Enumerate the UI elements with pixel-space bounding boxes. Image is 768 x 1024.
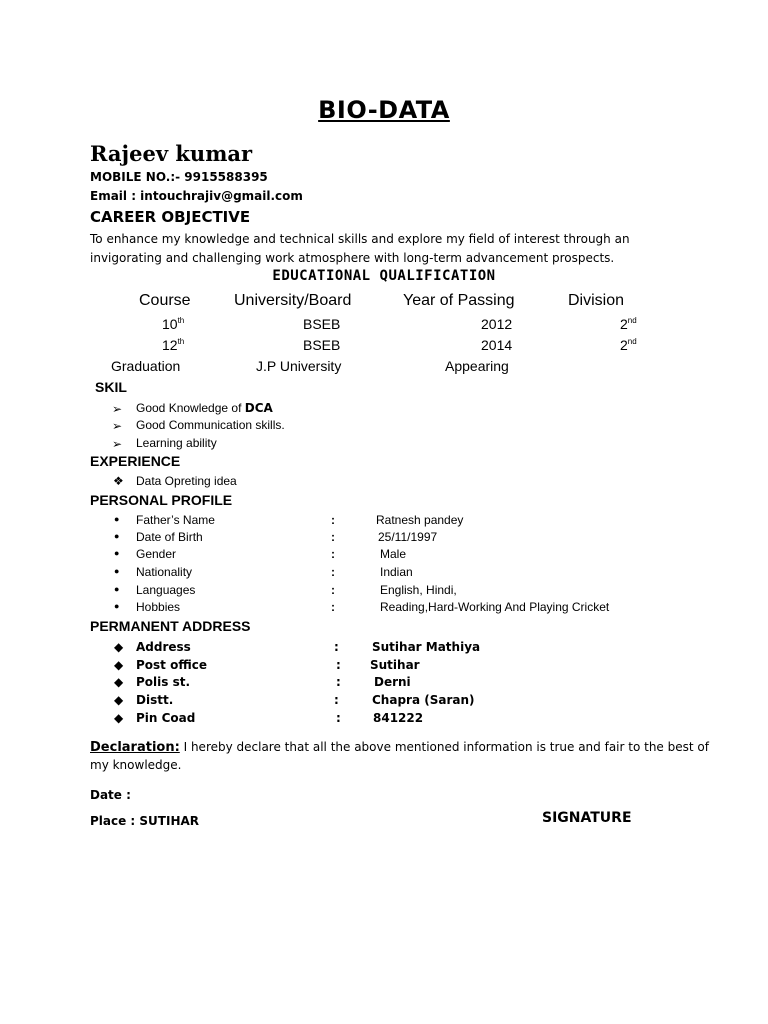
profile-value: 25/11/1997 <box>378 530 438 544</box>
edu-header-board: University/Board <box>234 292 352 309</box>
edu-row-course: 10th <box>162 316 185 332</box>
profile-label: Father’s Name <box>136 513 215 527</box>
email-address: Email : intouchrajiv@gmail.com <box>90 189 303 203</box>
dot-bullet-icon: ● <box>114 514 120 524</box>
profile-label: Gender <box>136 547 177 561</box>
address-separator: : <box>336 658 341 672</box>
address-label: Post office <box>136 658 207 672</box>
diamond-bullet-icon: ◆ <box>114 640 124 654</box>
diamond-bullet-icon: ◆ <box>114 711 124 725</box>
profile-label: Date of Birth <box>136 530 203 544</box>
arrow-bullet-icon: ➢ <box>112 437 123 451</box>
edu-row-course: 12th <box>162 337 185 353</box>
edu-row-division: 2nd <box>620 316 637 332</box>
profile-value: Reading,Hard-Working And Playing Cricket <box>380 600 610 614</box>
address-value: Sutihar <box>370 658 420 672</box>
diamond-bullet-icon: ❖ <box>113 474 124 488</box>
address-separator: : <box>334 640 339 654</box>
address-value: Sutihar Mathiya <box>372 640 481 654</box>
diamond-bullet-icon: ◆ <box>114 675 124 689</box>
experience-heading: EXPERIENCE <box>90 453 181 469</box>
profile-separator: : <box>331 565 335 579</box>
address-value: Chapra (Saran) <box>372 693 475 707</box>
profile-separator: : <box>331 547 335 561</box>
address-value: 841222 <box>373 711 424 725</box>
profile-value: Ratnesh pandey <box>376 513 464 527</box>
applicant-name: Rajeev kumar <box>90 141 253 166</box>
edu-header-year: Year of Passing <box>403 292 515 309</box>
profile-value: Male <box>380 547 407 561</box>
address-label: Polis st. <box>136 675 191 689</box>
address-label: Pin Coad <box>136 711 196 725</box>
profile-label: Languages <box>136 583 196 597</box>
skill-item: Good Knowledge of DCA <box>136 401 273 415</box>
place-label: Place : SUTIHAR <box>90 814 200 828</box>
profile-separator: : <box>331 530 335 544</box>
arrow-bullet-icon: ➢ <box>112 402 123 416</box>
document-title: BIO-DATA <box>318 96 450 124</box>
skill-item: Good Communication skills. <box>136 418 285 432</box>
dot-bullet-icon: ● <box>114 584 120 594</box>
edu-row-board: J.P University <box>256 358 342 374</box>
signature-label: SIGNATURE <box>542 810 632 826</box>
date-label: Date : <box>90 788 131 802</box>
permanent-address-heading: PERMANENT ADDRESS <box>90 618 251 634</box>
skill-item: Learning ability <box>136 436 217 450</box>
address-label: Address <box>136 640 191 654</box>
profile-label: Nationality <box>136 565 193 579</box>
address-separator: : <box>336 675 341 689</box>
declaration-line-2: my knowledge. <box>90 758 182 772</box>
experience-item: Data Opreting idea <box>136 474 237 488</box>
dot-bullet-icon: ● <box>114 548 120 558</box>
diamond-bullet-icon: ◆ <box>114 658 124 672</box>
edu-row-course: Graduation <box>111 358 181 374</box>
edu-row-year: 2014 <box>481 337 513 353</box>
edu-row-board: BSEB <box>303 337 341 353</box>
arrow-bullet-icon: ➢ <box>112 419 123 433</box>
profile-separator: : <box>331 513 335 527</box>
profile-value: English, Hindi, <box>380 583 457 597</box>
personal-profile-heading: PERSONAL PROFILE <box>90 492 233 508</box>
career-objective-text: To enhance my knowledge and technical skills and explore my field of interest through an invigorating and challenging work atmosphere with long-term advancement prospects. <box>90 232 630 265</box>
skill-heading: SKIL <box>95 379 127 395</box>
career-objective-heading: CAREER OBJECTIVE <box>90 208 251 226</box>
dot-bullet-icon: ● <box>114 566 120 576</box>
profile-separator: : <box>331 600 335 614</box>
edu-row-year: 2012 <box>481 316 513 332</box>
address-label: Distt. <box>136 693 174 707</box>
mobile-number: MOBILE NO.:- 9915588395 <box>90 170 268 184</box>
profile-value: Indian <box>380 565 413 579</box>
dot-bullet-icon: ● <box>114 531 120 541</box>
address-separator: : <box>334 693 339 707</box>
edu-row-division: 2nd <box>620 337 637 353</box>
edu-row-board: BSEB <box>303 316 341 332</box>
edu-row-year: Appearing <box>445 358 509 374</box>
dot-bullet-icon: ● <box>114 601 120 611</box>
declaration-line: Declaration: I hereby declare that all the above mentioned information is true and fair to the best of <box>90 740 709 755</box>
edu-header-course: Course <box>139 292 191 309</box>
profile-separator: : <box>331 583 335 597</box>
education-heading: EDUCATIONAL QUALIFICATION <box>272 268 496 284</box>
address-separator: : <box>336 711 341 725</box>
edu-header-division: Division <box>568 292 625 309</box>
address-value: Derni <box>374 675 411 689</box>
diamond-bullet-icon: ◆ <box>114 693 124 707</box>
profile-label: Hobbies <box>136 600 181 614</box>
